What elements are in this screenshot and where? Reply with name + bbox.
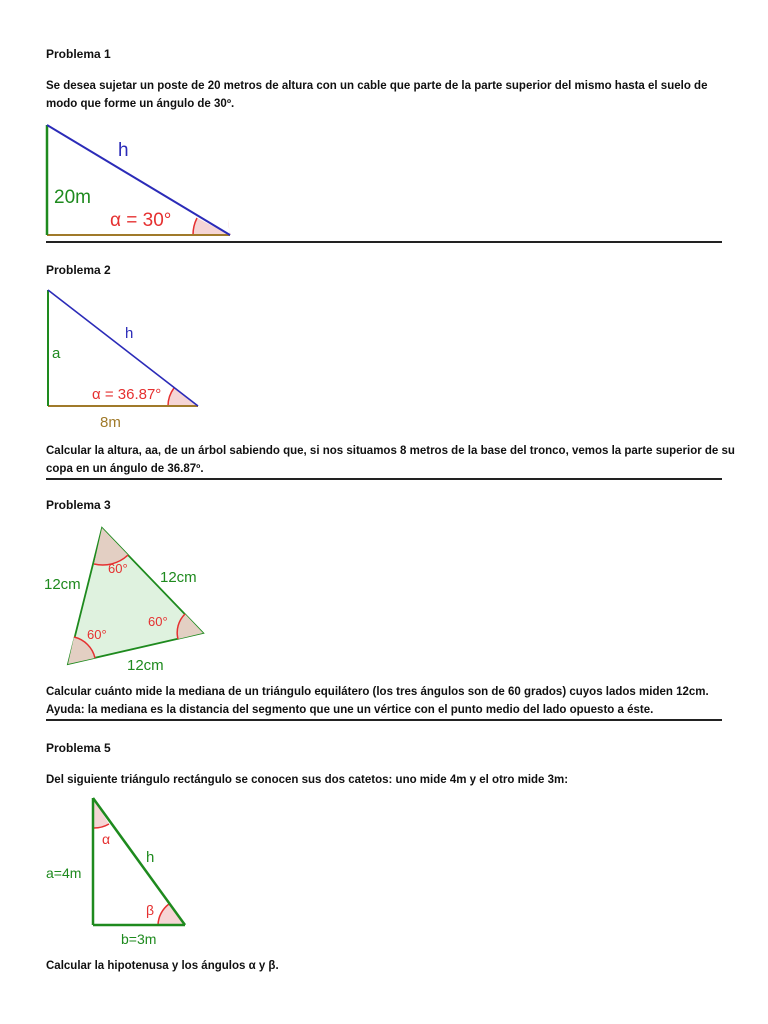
angle-right-label: 60° — [148, 614, 168, 629]
label-h: h — [146, 849, 155, 866]
label-left-12cm: 12cm — [44, 576, 81, 593]
problem-1-diagram — [40, 118, 250, 242]
label-alpha: α — [102, 831, 111, 847]
problem-2-text: Calcular la altura, aa, de un árbol sabiendo que, si nos situamos 8 metros de la base del tronco, vemos la parte superior de su copa en un ángulo de 36.87º. — [46, 445, 735, 475]
equilateral-triangle — [68, 528, 203, 664]
hypotenuse — [93, 798, 185, 925]
problem-3-diagram — [40, 522, 220, 682]
problem-5-text: Del siguiente triángulo rectángulo se conocen sus dos catetos: uno mide 4m y el otro mide 3m: — [46, 774, 569, 786]
angle-arc-30 — [228, 219, 231, 235]
label-a: a — [52, 345, 61, 362]
problem-3-text-line1: Calcular cuánto mide la mediana de un triángulo equilátero (los tres ángulos son de 60 grados) cuyos lados miden 12cm. — [46, 686, 709, 698]
problem-1-heading: Problema 1 — [46, 47, 111, 61]
label-8m: 8m — [100, 414, 121, 431]
divider-2 — [46, 478, 722, 480]
problem-1-text: Se desea sujetar un poste de 20 metros de altura con un cable que parte de la parte superior del mismo hasta el suelo de modo que forme un ángulo de 30º. — [46, 80, 708, 110]
problem-3-heading: Problema 3 — [46, 498, 111, 512]
problem-5-heading: Problema 5 — [46, 741, 111, 755]
label-beta: β — [146, 902, 155, 918]
angle-left-label: 60° — [87, 627, 107, 642]
problem-3-text-line2: Ayuda: la mediana es la distancia del segmento que une un vértice con el punto medio del lado opuesto a éste. — [46, 704, 654, 716]
label-angle-30: α = 30° — [110, 210, 172, 231]
label-h: h — [125, 325, 134, 342]
problem-5-diagram — [40, 792, 200, 952]
label-right-12cm: 12cm — [160, 569, 197, 586]
angle-top-label: 60° — [108, 561, 128, 576]
label-b-3m: b=3m — [121, 931, 157, 947]
label-angle-36: α = 36.87° — [92, 386, 162, 403]
label-bottom-12cm: 12cm — [127, 657, 164, 674]
problem-2-heading: Problema 2 — [46, 263, 111, 277]
problem-5-question: Calcular la hipotenusa y los ángulos α y β. — [46, 960, 279, 972]
problem-2-diagram — [40, 284, 220, 434]
divider-3 — [46, 719, 722, 721]
label-a-4m: a=4m — [46, 865, 82, 881]
label-h: h — [118, 140, 129, 161]
label-20m: 20m — [54, 187, 91, 208]
divider-1 — [46, 241, 722, 243]
